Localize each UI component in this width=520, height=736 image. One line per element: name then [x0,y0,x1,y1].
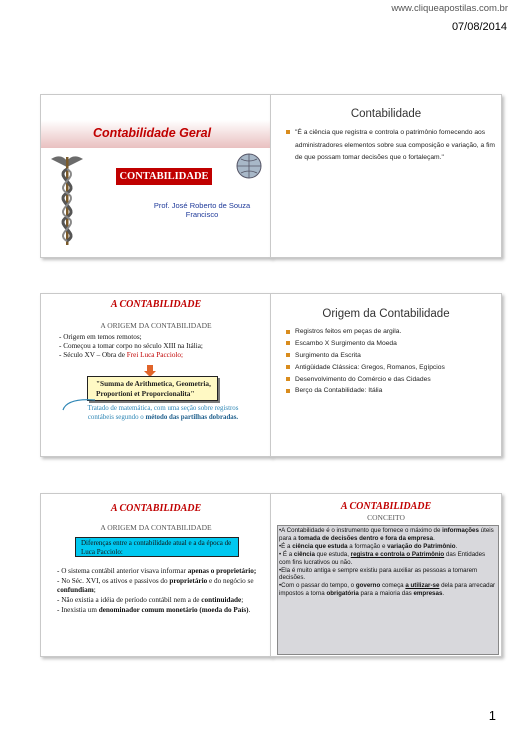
slide-title-text: Contabilidade Geral [93,126,212,140]
paragraph [57,567,269,576]
text-span: para a maioria das [358,590,414,598]
text-bold: método das partilhas dobradas. [145,413,239,421]
text-span: e do negócio se [207,576,254,585]
text-span: - O sistema contábil anterior visava informar [57,567,188,575]
text-span: começa [380,582,406,590]
text-span: •A Contabilidade é o instrumento que fornece o máximo de [279,527,443,534]
bullet-text: Registros feitos em peças de argila. [295,328,402,335]
text-bold: empresas [413,590,443,598]
text-span: a formação e [347,542,388,550]
paragraph: •Ela é muito antiga e sempre existiu para auxiliar as pessoas a tomarem decisões. [279,566,478,582]
author [137,201,267,219]
text-span: das Entidades com fins lucrativos ou não. [279,550,486,566]
contabilidade-badge: CONTABILIDADE [116,168,212,185]
slide-subheading: A ORIGEM DA CONTABILIDADE [100,321,212,330]
text-span: . [442,590,445,598]
text-bold: apenas o proprietário; [187,567,257,575]
text-line: Tratado de matemática, com uma seção sobre registros [87,405,239,412]
text-span: dela para arrecadar impostos a torna [279,582,496,598]
text-bold: variação do Patrimônio [387,542,456,550]
bullet-text: Escambo X Surgimento da Moeda [295,339,397,347]
slide-heading: A CONTABILIDADE [110,503,202,514]
text-span: . [455,542,458,550]
list-item [285,127,495,165]
slide-subheading: CONCEITO [367,513,405,522]
bullet-text: Antigüidade Clássica: Gregos, Romanos, Egípcios [295,363,445,371]
text-span: ; [93,586,96,594]
bullet-text: Desenvolvimento do Comércio e das Cidades [295,375,431,383]
bullet-square-icon [286,330,290,334]
caduceus-icon [45,149,89,249]
text-bold: ciência [293,550,315,558]
bullet-text: Berço da Contabilidade: Itália [295,387,383,395]
text-line: Proportioni et Proporcionalita" [96,389,195,398]
bullet-square-icon [286,341,290,345]
book-title-box [87,376,218,401]
globe-icon [234,151,264,181]
text-span: - No Séc. XVI, os ativos e passivos do [57,576,170,585]
text-span: • É a [279,550,294,558]
text-span: úteis para a [279,527,494,542]
page-number: 1 [488,708,496,723]
text-bold: tomada de decisões dentro e fora da empresa [298,534,434,542]
text-line: - Origem em temos remotos; [59,333,142,341]
treatise-note [63,405,263,422]
slide-title [40,94,272,258]
text-span: - Inexistia um [57,605,99,614]
text-bold: proprietário [169,576,208,585]
list-item [285,375,495,385]
text-bold: denominador comum monetário (moeda do País) [98,605,249,614]
bullet-square-icon [286,377,290,381]
slide-definition [270,94,502,258]
slide-heading: A CONTABILIDADE [340,501,432,512]
text-line: "Summa de Arithmetica, Geometria, [96,379,211,388]
text-bold: ciência que estuda [292,542,348,550]
paragraph [57,577,269,595]
slide-heading: Contabilidade [350,108,422,120]
text-span: - Não existia a idéia de período contábil nem a de [57,595,202,604]
text-span: que estuda, [314,550,351,558]
differences-box: Diferenças entre a contabilidade atual e a da época de Luca Pacciolo: [75,537,239,557]
bullet-square-icon [286,365,290,369]
slide-heading: Origem da Contabilidade [322,308,450,320]
bullet-square-icon [286,353,290,357]
text-bold: registra e controla o Patrimônio [350,550,445,558]
paragraph [279,543,497,551]
paragraph [279,527,497,542]
bullet-list [285,127,495,165]
site-url: www.cliqueapostilas.com.br [391,3,508,14]
slide-origin-1 [40,293,272,457]
list-item [285,327,495,337]
differences-body [57,567,269,615]
text-span: ; [241,595,244,604]
slide-origin-2 [270,293,502,457]
bullet-square-icon [286,130,290,134]
bullet-square-icon [286,389,290,393]
paragraph [279,551,497,566]
list-item [285,363,495,373]
text-bold: informações [442,527,479,534]
slide-subheading: A ORIGEM DA CONTABILIDADE [100,523,212,532]
author-line: Prof. José Roberto de Souza [153,201,251,210]
name-highlight: Frei Luca Pacciolo; [126,351,184,360]
bullet-text: Surgimento da Escrita [295,351,361,359]
text-bold: obrigatória [326,590,359,598]
paragraph [57,596,269,605]
list-item [285,351,495,361]
slide-heading: A CONTABILIDADE [110,299,202,310]
slide-differences [40,493,272,657]
text-span: •Com o passar do tempo, o [279,582,356,590]
text-bold: governo [355,582,381,590]
text-span: •É a [279,542,293,550]
paragraph [279,582,497,597]
concept-body [279,527,497,598]
bullet-text: "É a ciência que registra e controla o patrimônio fornecendo aos administradores elementos sobre sua composição e variação, a fim de que possam tomar decisões que o fortaleçam." [295,129,495,161]
text-line [63,414,263,423]
text-span: contábeis segundo o [87,413,146,421]
list-item [285,386,495,396]
author-line: Francisco [185,210,219,219]
bullet-list [285,327,495,398]
list-item [285,339,495,349]
slide-concept [270,493,502,657]
text-line [59,351,269,360]
text-bold: continuidade [201,595,242,604]
paragraph [57,606,269,615]
text-span: - Século XV – Obra de [59,351,127,360]
text-line: - Começou a tomar corpo no século XIII na Itália; [59,342,203,351]
text-bold: confundiam [57,586,94,594]
print-date: 07/08/2014 [451,21,507,33]
text-span: . [248,605,251,614]
text-bold: a utilizar-se [405,582,440,590]
text-span: . [433,534,435,542]
origin-lines [59,333,269,361]
